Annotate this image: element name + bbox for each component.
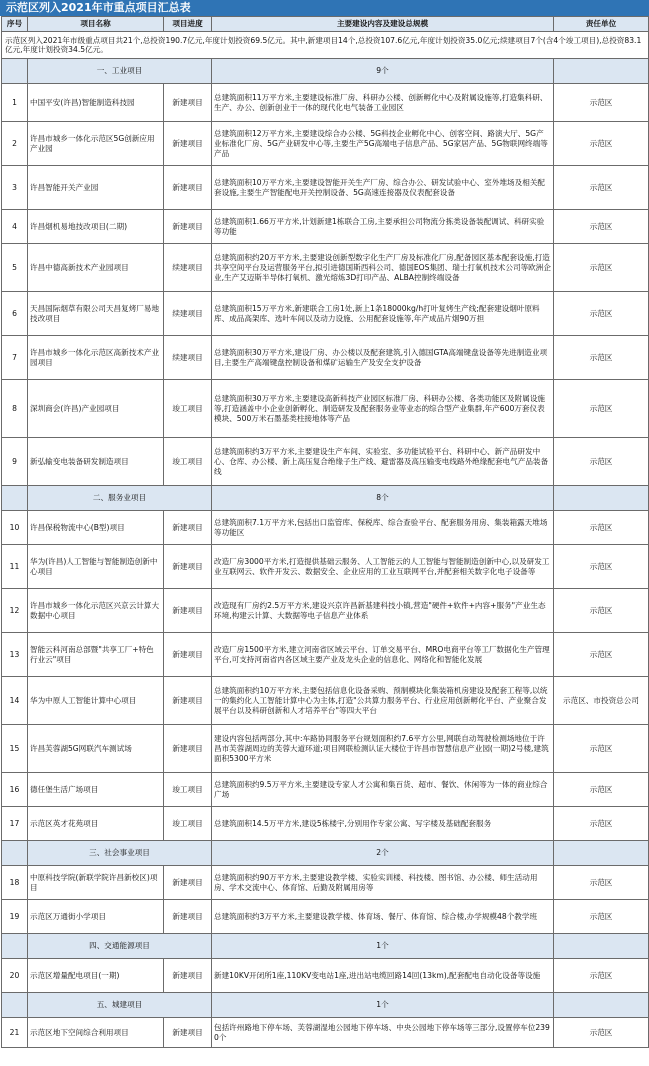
row-seq: 18 (2, 866, 28, 900)
row-name: 华为中原人工智能计算中心项目 (28, 677, 164, 725)
row-content: 总建筑面积14.5万平方米,建设5栋楼宇,分别用作专家公寓、写字楼及基础配套服务 (212, 807, 554, 841)
row-name: 智能云科河南总部暨"共享工厂+特色行业云"项目 (28, 633, 164, 677)
row-name: 许昌中德高新技术产业园项目 (28, 244, 164, 292)
table-row (2, 292, 649, 336)
table-row (2, 633, 649, 677)
row-seq: 4 (2, 210, 28, 244)
row-content: 总建筑面积约3万平方米,主要建设生产车间、实验室、多功能试验平台、科研中心、新产品研发中心、仓库、办公楼、新上高压复合绝缘子生产线、避雷器及高压输变电线路外绝缘配套电气产品装备线 (212, 438, 554, 486)
section-count: 1个 (212, 993, 554, 1018)
table-row (2, 807, 649, 841)
row-seq: 3 (2, 166, 28, 210)
row-status: 竣工项目 (164, 380, 212, 438)
row-name: 许昌市城乡一体化示范区5G创新应用产业园 (28, 122, 164, 166)
table-row (2, 677, 649, 725)
row-name: 新弘输变电装备研发制造项目 (28, 438, 164, 486)
row-unit: 示范区 (554, 807, 649, 841)
row-unit: 示范区、市投资总公司 (554, 677, 649, 725)
header-name: 项目名称 (28, 17, 164, 32)
row-unit: 示范区 (554, 1018, 649, 1048)
table-row (2, 773, 649, 807)
summary-text: 示范区列入2021年市级重点项目共21个,总投资190.7亿元,年度计划投资69.5亿元。其中,新建项目14个,总投资107.6亿元,年度计划投资35.0亿元;续建项目7个(含4个竣工项目),总投资83.1亿元,年度计划投资34.5亿元。 (2, 32, 649, 59)
table-row (2, 122, 649, 166)
row-name: 示范区英才花苑项目 (28, 807, 164, 841)
row-unit: 示范区 (554, 438, 649, 486)
row-content: 总建筑面积15万平方米,新建联合工房1处,新上1条18000kg/h打叶复烤生产线;配套建设烟叶原料库、成品高架库、选叶车间以及动力设施、公用配套设施等,年产成品片烟90万担 (212, 292, 554, 336)
row-unit: 示范区 (554, 725, 649, 773)
section-unit-cell (554, 841, 649, 866)
row-status: 新建项目 (164, 866, 212, 900)
row-seq: 10 (2, 511, 28, 545)
row-seq: 12 (2, 589, 28, 633)
row-unit: 示范区 (554, 866, 649, 900)
section-count: 1个 (212, 934, 554, 959)
row-seq: 14 (2, 677, 28, 725)
section-seq-cell (2, 486, 28, 511)
row-content: 总建筑面积约9.5万平方米,主要建设专家人才公寓和集百货、超市、餐饮、休闲等为一体的商业综合广场 (212, 773, 554, 807)
row-status: 新建项目 (164, 900, 212, 934)
row-seq: 6 (2, 292, 28, 336)
row-name: 华为(许昌)人工智能与智能制造创新中心项目 (28, 545, 164, 589)
section-unit-cell (554, 486, 649, 511)
row-unit: 示范区 (554, 244, 649, 292)
row-status: 新建项目 (164, 545, 212, 589)
row-status: 续建项目 (164, 336, 212, 380)
row-status: 新建项目 (164, 210, 212, 244)
row-status: 新建项目 (164, 677, 212, 725)
row-seq: 15 (2, 725, 28, 773)
section-name: 三、社会事业项目 (28, 841, 212, 866)
row-name: 中国平安(许昌)智能制造科技园 (28, 84, 164, 122)
header-content: 主要建设内容及建设总规模 (212, 17, 554, 32)
table-row (2, 84, 649, 122)
section-name: 五、城建项目 (28, 993, 212, 1018)
row-status: 续建项目 (164, 244, 212, 292)
header-status: 项目进度 (164, 17, 212, 32)
row-seq: 11 (2, 545, 28, 589)
row-status: 新建项目 (164, 633, 212, 677)
table-row (2, 1018, 649, 1048)
table-row (2, 511, 649, 545)
row-content: 总建筑面积11万平方米,主要建设标准厂房、科研办公楼、创新孵化中心及附属设施等,打造集科研、生产、办公、创新创业于一体的现代化电气装备工业园区 (212, 84, 554, 122)
table-row (2, 336, 649, 380)
table-row (2, 438, 649, 486)
section-seq-cell (2, 841, 28, 866)
row-content: 改造厂房3000平方米,打造提供基础云服务、人工智能云的人工智能与智能制造创新中心,以及研发工业互联网云、软件开发云、数据安全、企业应用的工业互联网平台,并配套相关数字化电子设备等 (212, 545, 554, 589)
row-content: 总建筑面积约10万平方米,主要包括信息化设备采购、预制模块化集装箱机房建设及配套工程等,以统一的集约化人工智能计算中心为主体,打造"公共算力服务平台、行业应用创新孵化平台、产业聚合发展平台以及科研创新和人才培养平台"等四大平台 (212, 677, 554, 725)
row-unit: 示范区 (554, 166, 649, 210)
row-unit: 示范区 (554, 380, 649, 438)
row-name: 示范区万通街小学项目 (28, 900, 164, 934)
section-name: 四、交通能源项目 (28, 934, 212, 959)
row-seq: 1 (2, 84, 28, 122)
row-status: 竣工项目 (164, 807, 212, 841)
row-unit: 示范区 (554, 511, 649, 545)
row-content: 总建筑面积约3万平方米,主要建设教学楼、体育场、餐厅、体育馆、综合楼,办学规模48个教学班 (212, 900, 554, 934)
section-unit-cell (554, 59, 649, 84)
row-seq: 21 (2, 1018, 28, 1048)
row-unit: 示范区 (554, 959, 649, 993)
section-seq-cell (2, 993, 28, 1018)
row-name: 示范区地下空间综合利用项目 (28, 1018, 164, 1048)
table-row (2, 900, 649, 934)
section-seq-cell (2, 934, 28, 959)
row-content: 改造厂房1500平方米,建立河南省区域云平台、订单交易平台、MRO电商平台等工厂数据化生产管理平台,可支持河南省内各区域主要产业及龙头企业的信息化、网络化和智能化发展 (212, 633, 554, 677)
row-status: 竣工项目 (164, 773, 212, 807)
row-status: 新建项目 (164, 589, 212, 633)
row-content: 建设内容包括两部分,其中:车路协同服务平台规划面积约7.6平方公里,网联自动驾驶检测场地位于许昌市芙蓉湖周边的芙蓉大道环道;项目网联检测认证大楼位于许昌市智慧信息产业园(一期)2号楼,建筑面积5300平方米 (212, 725, 554, 773)
row-seq: 8 (2, 380, 28, 438)
table-row (2, 244, 649, 292)
section-row (2, 993, 649, 1018)
row-unit: 示范区 (554, 545, 649, 589)
row-status: 新建项目 (164, 166, 212, 210)
header-seq: 序号 (2, 17, 28, 32)
header-unit: 责任单位 (554, 17, 649, 32)
row-content: 总建筑面积7.1万平方米,包括出口监管库、保税库、综合查验平台、配套服务用房、集装箱露天堆场等功能区 (212, 511, 554, 545)
row-unit: 示范区 (554, 900, 649, 934)
row-seq: 7 (2, 336, 28, 380)
row-name: 深圳商会(许昌)产业园项目 (28, 380, 164, 438)
row-name: 许昌市城乡一体化示范区高新技术产业园项目 (28, 336, 164, 380)
row-name: 德任堡生活广场项目 (28, 773, 164, 807)
row-content: 总建筑面积30万平方米,主要建设高新科技产业园区标准厂房、科研办公楼、各类功能区及附属设施等,打造涵盖中小企业创新孵化、制造研发及配套服务业等业态的综合型产业集群,年产600万套仪表模块、500万米石墨基类柱接地体等产品 (212, 380, 554, 438)
row-name: 天昌国际烟草有限公司天昌复烤厂易地技改项目 (28, 292, 164, 336)
row-content: 总建筑面积约20万平方米,主要建设创新型数字化生产厂房及标准化厂房,配备园区基本配套设施,打造共享空间平台及运营服务平台,拟引进德国斯西科公司、德国EOS集团、瑞士打氧机技术公司等欧洲企业,生产艾迈斯半导体打氧机、激光熔炼3D打印产品、ALBA控制终端设备 (212, 244, 554, 292)
projects-table (1, 16, 649, 1048)
row-content: 新建10KV开闭所1座,110KV变电站1座,进出站电缆回路14回(13km),配套配电自动化设备等设施 (212, 959, 554, 993)
row-seq: 9 (2, 438, 28, 486)
header-row (2, 17, 649, 32)
row-name: 许昌保税物流中心(B型)项目 (28, 511, 164, 545)
section-unit-cell (554, 934, 649, 959)
section-count: 9个 (212, 59, 554, 84)
row-name: 许昌烟机易地技改项目(二期) (28, 210, 164, 244)
row-status: 续建项目 (164, 292, 212, 336)
table-row (2, 725, 649, 773)
section-name: 一、工业项目 (28, 59, 212, 84)
section-count: 8个 (212, 486, 554, 511)
row-name: 许昌市城乡一体化示范区兴京云计算大数据中心项目 (28, 589, 164, 633)
row-seq: 5 (2, 244, 28, 292)
row-unit: 示范区 (554, 633, 649, 677)
row-content: 包括许州路地下停车场、芙蓉湖湿地公园地下停车场、中央公园地下停车场等三部分,设置停车位2390个 (212, 1018, 554, 1048)
row-seq: 2 (2, 122, 28, 166)
section-row (2, 934, 649, 959)
row-status: 新建项目 (164, 511, 212, 545)
section-row (2, 486, 649, 511)
section-name: 二、服务业项目 (28, 486, 212, 511)
row-status: 新建项目 (164, 1018, 212, 1048)
row-seq: 19 (2, 900, 28, 934)
row-status: 新建项目 (164, 122, 212, 166)
row-seq: 17 (2, 807, 28, 841)
section-row (2, 841, 649, 866)
row-seq: 13 (2, 633, 28, 677)
table-row (2, 866, 649, 900)
row-status: 新建项目 (164, 84, 212, 122)
table-row (2, 589, 649, 633)
table-row (2, 959, 649, 993)
row-content: 总建筑面积10万平方米,主要建设智能开关生产厂房、综合办公、研发试验中心、室外堆场及相关配套设施,主要生产智能配电开关控制设备、5G高速连接器及仪表配套设备 (212, 166, 554, 210)
row-content: 总建筑面积1.66万平方米,计划新建1栋联合工房,主要承担公司物流分拣类设备装配调试、科研实验等功能 (212, 210, 554, 244)
table-row (2, 210, 649, 244)
row-unit: 示范区 (554, 210, 649, 244)
row-content: 总建筑面积约90万平方米,主要建设教学楼、实验实训楼、科技楼、图书馆、办公楼、师生活动用房、学术交流中心、体育馆、后勤及附属用房等 (212, 866, 554, 900)
table-row (2, 545, 649, 589)
row-name: 示范区增量配电项目(一期) (28, 959, 164, 993)
row-content: 改造现有厂房约2.5万平方米,建设兴京许昌新基建科技小镇,营造"硬件+软件+内容+服务"产业生态环境,构建云计算、大数据等电子信息产业体系 (212, 589, 554, 633)
row-content: 总建筑面积30万平方米,建设厂房、办公楼以及配套建筑,引入德国GTA高端键盘设备等先进制造业项目,主要生产高端键盘控制设备和煤矿运输生产及安全支护设备 (212, 336, 554, 380)
row-seq: 20 (2, 959, 28, 993)
row-name: 许昌智能开关产业园 (28, 166, 164, 210)
row-status: 竣工项目 (164, 438, 212, 486)
row-status: 新建项目 (164, 959, 212, 993)
row-unit: 示范区 (554, 773, 649, 807)
row-seq: 16 (2, 773, 28, 807)
section-seq-cell (2, 59, 28, 84)
row-status: 新建项目 (164, 725, 212, 773)
row-name: 中原科技学院(新联学院许昌新校区)项目 (28, 866, 164, 900)
table-row (2, 380, 649, 438)
section-unit-cell (554, 993, 649, 1018)
row-unit: 示范区 (554, 336, 649, 380)
row-unit: 示范区 (554, 84, 649, 122)
row-unit: 示范区 (554, 122, 649, 166)
row-unit: 示范区 (554, 292, 649, 336)
row-unit: 示范区 (554, 589, 649, 633)
section-row (2, 59, 649, 84)
row-name: 许昌芙蓉湖5G网联汽车测试场 (28, 725, 164, 773)
summary-row (2, 32, 649, 59)
table-row (2, 166, 649, 210)
section-count: 2个 (212, 841, 554, 866)
row-content: 总建筑面积12万平方米,主要建设综合办公楼、5G科技企业孵化中心、创客空间、路演大厅、5G产业标准化厂房、5G产业研发中心等,主要生产5G高端电子信息产品、5G家居产品、5G物联网终端等产品 (212, 122, 554, 166)
table-title: 示范区列入2021年市重点项目汇总表 (0, 0, 649, 16)
